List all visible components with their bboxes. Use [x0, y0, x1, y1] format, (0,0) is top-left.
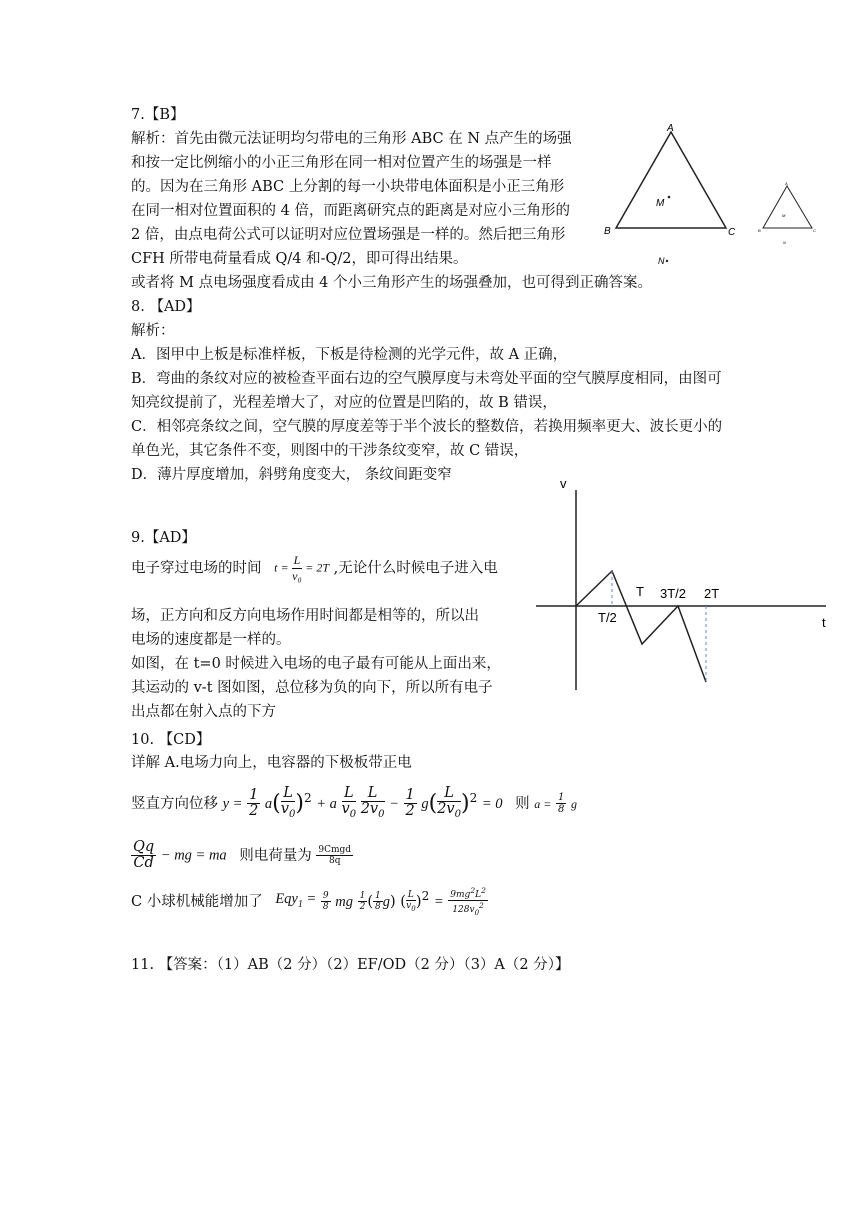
q10-charge: $\frac{Qq}{Cd}$ − mg = ma 则电荷量为 $\frac{\text{9Cmgd}}{8q}$ — [133, 839, 352, 871]
point-m — [668, 196, 671, 199]
q10-displacement: 竖直方向位移 y = $\frac{1}{2}$ a( $\frac{L}{v_0}$ )$^2$ + a $\frac{L}{v_0}$ $\frac{L}{2v_0}$ − $\frac{1}{2}$ g( $\frac{L}{2v_0}$ )$^2$ = 0 则 a = $\frac{1}{8}$ g — [131, 785, 577, 820]
q10-line1: 详解 A.电场力向上，电容器的下极板带正电 — [131, 755, 412, 771]
tick-2t: 2T — [704, 586, 720, 601]
q7lines-line: 解析：首先由微元法证明均匀带电的三角形 ABC 在 N 点产生的场强 — [131, 131, 572, 147]
label-a: A — [667, 123, 674, 134]
q7lines-line: 和按一定比例缩小的小正三角形在同一相对位置产生的场强是一样 — [131, 155, 552, 171]
q10-mech: C 小球机械能增加了 Eqy$_1$ = $\frac{9}{8}$ mg $\frac{1}{2}$ ( $\frac{1}{8}$ g) ( $\frac{L}{v_0}$ )$^2$ = $\frac{9mg^2L^2}{128v_0^2}$ — [131, 886, 486, 917]
q9-heading: 9.【AD】 — [131, 530, 196, 546]
q10-heading: 10. 【CD】 — [131, 732, 211, 748]
tick-t: T — [636, 584, 644, 599]
label-c: C — [728, 227, 736, 238]
svg-text:B: B — [758, 228, 761, 233]
q11-answer: 11. 【答案：（1）AB（2 分）（2）EF/OD（2 分）（3）A（2 分）】 — [131, 957, 570, 973]
q9lines-line: 场，正方向和反方向电场作用时间都是相等的，所以出 — [131, 608, 479, 624]
q8lines-line: 单色光，其它条件不变，则图中的干涉条纹变窄，故 C 错误， — [131, 443, 529, 459]
q7-heading: 7.【B】 — [131, 107, 185, 123]
q7lines-line: 在同一相对位置面积的 4 倍，而距离研究点的距离是对应小三角形的 — [131, 203, 570, 219]
svg-text:N: N — [783, 240, 786, 245]
q9lines-line: 其运动的 v-t 图如图，总位移为负的向下，所以所有电子 — [131, 680, 493, 696]
q7lines-line: 2 倍，由点电荷公式可以证明对应位置场强是一样的。然后把三角形 — [131, 227, 566, 243]
point-n — [666, 260, 668, 262]
q8lines-line: 知亮纹提前了，光程差增大了，对应的位置是凹陷的，故 B 错误， — [131, 395, 557, 411]
q8lines-line: A．图甲中上板是标准样板，下板是待检测的光学元件，故 A 正确， — [131, 347, 568, 363]
q8lines-line: B．弯曲的条纹对应的被检查平面右边的空气膜厚度与未弯处平面的空气膜厚度相同，由图可 — [131, 371, 722, 387]
svg-text:M: M — [782, 213, 786, 218]
v-label: v — [560, 476, 567, 491]
q7lines-line: 的。因为在三角形 ABC 上分割的每一小块带电体面积是小正三角形 — [131, 179, 565, 195]
q9-line1b: ,无论什么时候电子进入电 — [333, 560, 498, 577]
svg-text:C: C — [813, 228, 816, 233]
q9lines-line: 出点都在射入点的下方 — [131, 704, 276, 720]
triangle-figure — [598, 120, 830, 270]
label-n: N — [658, 256, 665, 266]
q9lines-line: 如图，在 t=0 时候进入电场的电子最有可能从上面出来， — [131, 656, 501, 672]
label-m: M — [656, 198, 665, 209]
q8lines-line: C．相邻亮条纹之间，空气膜的厚度差等于半个波长的整数倍，若换用频率更大、波长更小的 — [131, 419, 723, 435]
q7lines-line: CFH 所带电荷量看成 Q/4 和-Q/2，即可得出结果。 — [131, 251, 468, 267]
tick-3t-half: 3T/2 — [660, 586, 687, 601]
vt-graph — [530, 470, 850, 700]
triangle-abc — [616, 132, 726, 228]
formula-t: t = $\frac{L}{\text{v₀}}$ = 2T — [274, 553, 330, 583]
t-label: t — [822, 615, 826, 630]
q8lines-line: D．薄片厚度增加，斜劈角度变大， 条纹间距变窄 — [131, 467, 452, 483]
q9lines-line: 电场的速度都是一样的。 — [131, 632, 291, 648]
svg-text:A: A — [785, 181, 788, 186]
label-b: B — [604, 226, 611, 237]
q9-line1a: 电子穿过电场的时间 — [131, 560, 262, 577]
q9-line1 — [131, 553, 498, 584]
tick-t-half: T/2 — [598, 610, 617, 625]
small-triangle — [763, 186, 812, 228]
q8-heading: 8. 【AD】 — [131, 299, 201, 315]
q8lines-line: 解析： — [131, 323, 175, 339]
q7lines-line: 或者将 M 点电场强度看成由 4 个小三角形产生的场强叠加，也可得到正确答案。 — [131, 275, 653, 291]
